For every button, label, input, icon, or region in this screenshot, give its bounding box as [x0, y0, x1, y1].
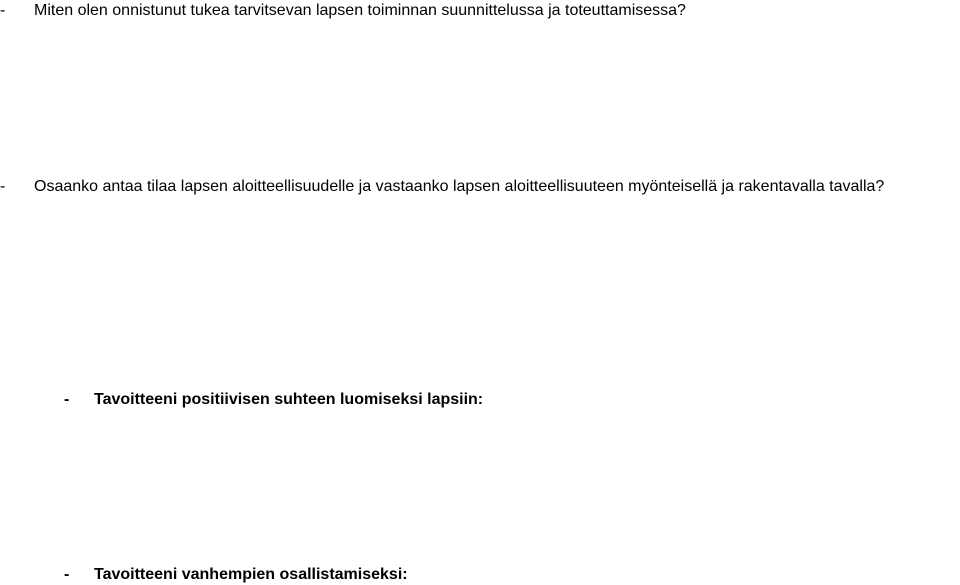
bullet-dash: -: [0, 178, 6, 195]
goal-heading: Tavoitteeni positiivisen suhteen luomiseksi lapsiin:: [94, 391, 484, 408]
goal-heading: Tavoitteeni vanhempien osallistamiseksi:: [94, 566, 408, 583]
bullet-dash: -: [64, 391, 70, 408]
bullet-dash: -: [0, 2, 6, 19]
bullet-dash: -: [64, 566, 70, 583]
question-text: Osaanko antaa tilaa lapsen aloitteellisuudelle ja vastaanko lapsen aloitteellisuuteen myönteisellä ja rakentavalla tavalla?: [34, 178, 885, 195]
question-text: Miten olen onnistunut tukea tarvitsevan lapsen toiminnan suunnittelussa ja toteuttamisessa?: [34, 2, 686, 19]
